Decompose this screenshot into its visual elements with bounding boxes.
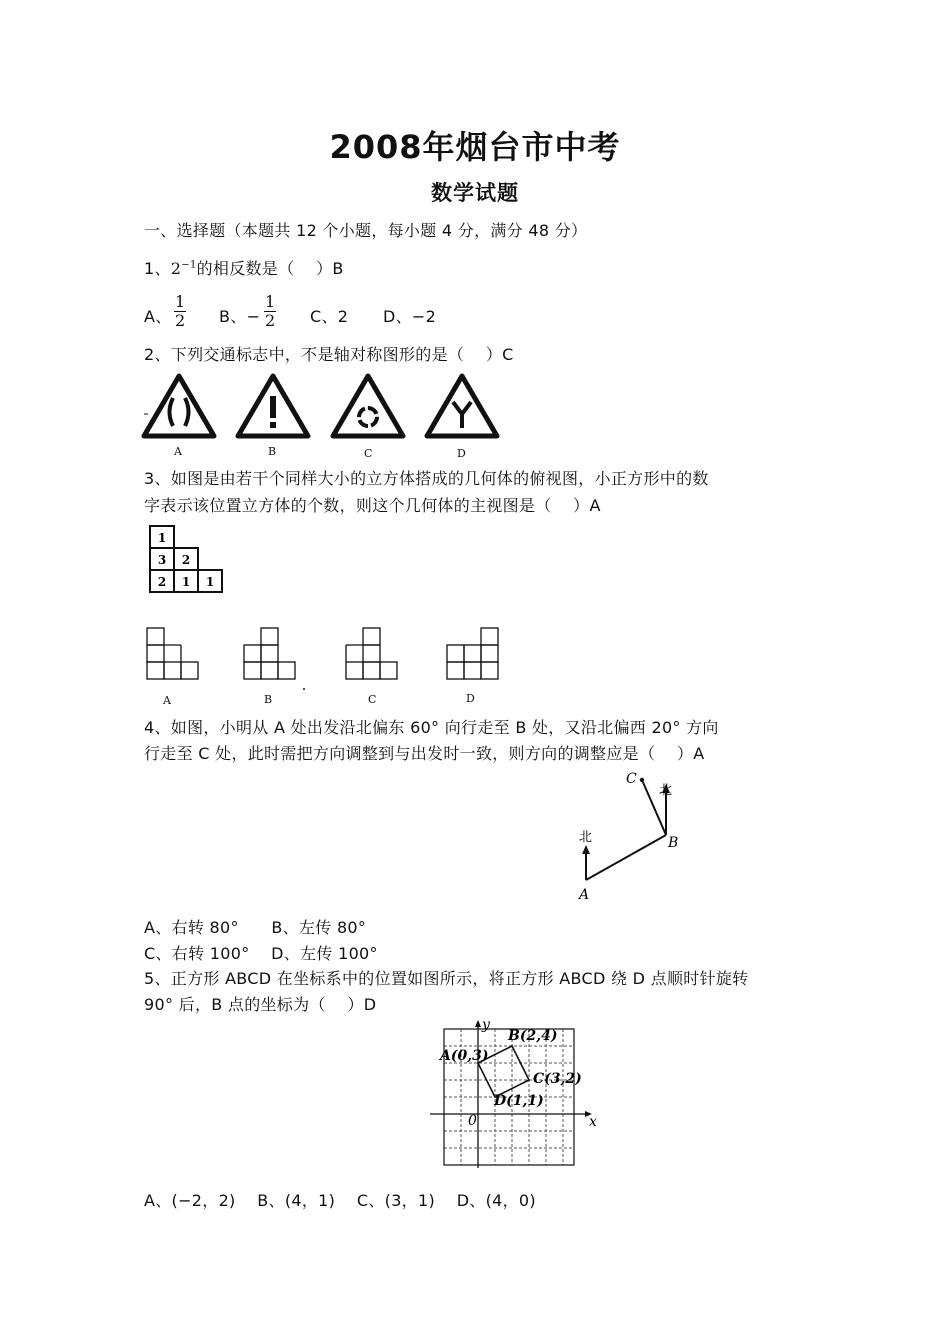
q1-option-d: D、−2: [383, 307, 437, 326]
question-1: [144, 256, 344, 279]
point-d-label: D(1,1): [494, 1093, 544, 1109]
q4-direction-figure: [570, 765, 690, 905]
q3-caption-c: C: [368, 693, 377, 706]
q4-options-ab: A、右转 80° B、左传 80°: [144, 918, 367, 937]
q3-caption-b: B: [264, 693, 273, 706]
q1-suffix: 的相反数是（ ）B: [196, 259, 344, 278]
point-c-label: C(3,2): [533, 1071, 582, 1087]
top-view-cell: 3: [157, 553, 167, 567]
question-4-line1: 4、如图，小明从 A 处出发沿北偏东 60° 向行走至 B 处，又沿北偏西 20° 方向: [144, 718, 719, 737]
roundabout-sign-icon: [333, 376, 403, 436]
q3-caption-d: D: [466, 692, 475, 705]
question-5-line1: 5、正方形 ABCD 在坐标系中的位置如图所示，将正方形 ABCD 绕 D 点顺时针旋转: [144, 969, 749, 988]
q1-option-a-label: A、: [144, 307, 172, 326]
q3-front-views: [145, 626, 505, 680]
q2-traffic-signs: [140, 372, 510, 444]
top-view-cell: 1: [181, 575, 191, 589]
top-view-cell: 1: [157, 531, 167, 545]
north-label-a: 北: [579, 830, 593, 845]
q2-caption-a: A: [174, 445, 182, 458]
q3-top-view-grid: [149, 525, 224, 593]
y-axis-label: y: [482, 1017, 490, 1033]
point-c-label: C: [626, 771, 637, 787]
question-5-line2: 90° 后，B 点的坐标为（ ）D: [144, 995, 377, 1014]
point-b-label: B: [668, 835, 679, 851]
top-view-cell: 1: [205, 575, 215, 589]
q1-option-c: C、2: [310, 307, 349, 326]
north-label-b: 北: [659, 783, 673, 798]
y-junction-sign-icon: [427, 376, 497, 436]
q5-coordinate-figure: [428, 1017, 603, 1170]
q1-a-numerator: 1: [175, 292, 186, 311]
q1-option-b-label: B、−: [219, 307, 261, 326]
question-3-line2: 字表示该位置立方体的个数，则这个几何体的主视图是（ ）A: [144, 496, 601, 515]
point-a-label: A(0,3): [440, 1048, 489, 1064]
point-b-label: B(2,4): [508, 1028, 558, 1044]
front-view-a: [147, 628, 198, 679]
top-view-cell: 2: [157, 575, 167, 589]
q1-option-b-fraction: [264, 293, 276, 330]
page-title: 2008年烟台市中考: [329, 128, 621, 166]
q1-option-a-fraction: [174, 293, 186, 330]
q5-options: A、(−2，2) B、(4，1) C、(3，1) D、(4，0): [144, 1191, 536, 1210]
exclamation-sign-icon: [238, 376, 308, 436]
x-axis-label: x: [589, 1114, 597, 1130]
q1-base: 2: [170, 259, 182, 278]
q1-prefix: 1、: [144, 259, 171, 278]
question-3-line1: 3、如图是由若干个同样大小的立方体搭成的几何体的俯视图，小正方形中的数: [144, 469, 709, 488]
q2-caption-c: C: [364, 447, 373, 460]
section-heading: 一、选择题（本题共 12 个小题，每小题 4 分，满分 48 分）: [144, 221, 588, 240]
q4-options-cd: C、右转 100° D、左传 100°: [144, 944, 378, 963]
front-view-d: [447, 628, 498, 679]
question-4-line2: 行走至 C 处，此时需把方向调整到与出发时一致，则方向的调整应是（ ）A: [144, 744, 705, 763]
q1-b-numerator: 1: [265, 292, 276, 311]
q3-caption-a: A: [163, 694, 171, 707]
narrow-road-sign-icon: [144, 376, 214, 436]
origin-label: 0: [468, 1113, 477, 1129]
q1-a-denominator: 2: [175, 311, 186, 330]
q2-caption-b: B: [268, 445, 277, 458]
question-2: 2、下列交通标志中，不是轴对称图形的是（ ）C: [144, 345, 514, 364]
front-view-b: [244, 628, 295, 679]
front-view-c: [346, 628, 397, 679]
q1-b-denominator: 2: [265, 311, 276, 330]
top-view-cell: 2: [181, 553, 191, 567]
point-a-label: A: [579, 887, 590, 903]
q1-exponent: −1: [181, 259, 197, 271]
page-subtitle: 数学试题: [431, 181, 519, 205]
q2-caption-d: D: [457, 447, 466, 460]
